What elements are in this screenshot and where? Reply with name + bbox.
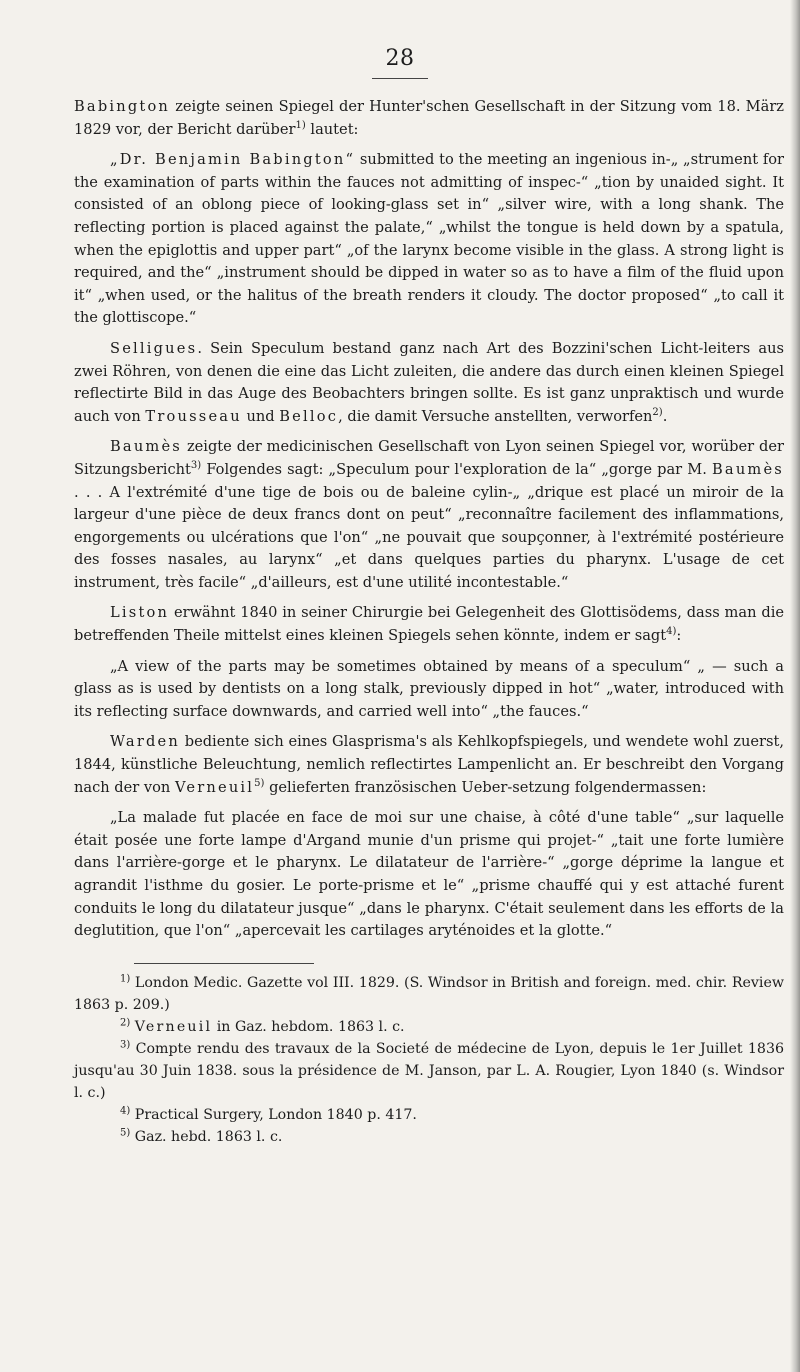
footnote-2-name: Verneuil <box>134 1018 213 1035</box>
footnote-5 <box>74 1126 784 1148</box>
quote-liston-text: „A view of the parts may be sometimes obtained by means of a speculum“ „ — such a glass as is used by dentists on a long stalk, previously dipped in hot“ „water, introduced with its reflecting surface downwards, and carried well into“ „the fauces.“ <box>74 657 784 720</box>
paragraph-selligues-end: , die damit Versuche anstellten, verworfen <box>338 407 653 425</box>
page-number: 28 <box>385 46 415 71</box>
paragraph-babington <box>74 96 784 141</box>
name-trousseau: Trousseau <box>145 407 242 425</box>
name-baumes: Baumès <box>110 438 182 456</box>
page-edge-shadow <box>790 0 800 1372</box>
paragraph-selligues-text: . Sein Speculum bestand ganz nach Art des Bozzini'schen Licht-leiters aus zwei Röhren, von denen die eine das Licht zuleiten, die andere das durch einen kleinen Spiegel reflectirte Bild in das Auge des Beobachters bringen sollte. Es ist ganz unpraktisch und wurde auch von <box>74 339 784 425</box>
footnote-5-text: Gaz. hebd. 1863 l. c. <box>130 1128 283 1145</box>
paragraph-liston-text: erwähnt 1840 in seiner Chirurgie bei Gelegenheit des Glottisödems, dass man die betreffenden Theile mittelst eines kleinen Spiegels sehen könnte, indem er sagt <box>74 604 784 645</box>
paragraph-baumes-text: zeigte der medicinischen Gesellschaft von Lyon seinen Spiegel vor, worüber der Sitzungsbericht <box>74 438 784 478</box>
paragraph-selligues-mid: und <box>241 407 280 425</box>
footnote-ref-4: 4) <box>666 626 677 638</box>
footnote-separator <box>134 963 314 964</box>
quote-warden <box>74 807 784 943</box>
footnote-3 <box>74 1038 784 1104</box>
paragraph-warden-end: gelieferten französischen Ueber-setzung folgendermassen: <box>264 778 707 796</box>
footnote-1-text: London Medic. Gazette vol III. 1829. (S. Windsor in British and foreign. med. chir. Review 1863 p. 209.) <box>74 974 784 1013</box>
name-baumes-2: Baumès <box>712 460 784 478</box>
paragraph-baumes-text2: Folgendes sagt: „Speculum pour l'exploration de la“ „gorge par M. <box>201 460 712 478</box>
footnote-mark-4: 4) <box>120 1105 131 1117</box>
paragraph-babington-end: lautet: <box>305 120 359 138</box>
main-text <box>74 96 784 1148</box>
paragraph-warden <box>74 731 784 799</box>
name-warden: Warden <box>110 733 180 751</box>
footnote-2-text: in Gaz. hebdom. 1863 l. c. <box>212 1018 405 1035</box>
name-liston: Liston <box>110 604 170 622</box>
name-benjamin-babington: „Dr. Benjamin Babington“ <box>110 151 356 169</box>
paragraph-selligues-end2: . <box>662 407 668 425</box>
footnote-ref-5: 5) <box>254 777 265 789</box>
footnote-ref-3: 3) <box>190 460 202 472</box>
paragraph-baumes-end: . . . A l'extrémité d'une tige de bois ou de baleine cylin-„ „drique est placé un miroir de la largeur d'une pièce de deux francs dont on peut“ „reconnaître facilement des inflammations, engorgements ou ulcérations que l'on“ „ne pouvait que soupçonner, à l'extrémité postérieure des fosses nasales, au larynx“ „et dans quelques parties du pharynx. L'usage de cet instrument, très facile“ „d'ailleurs, est d'une utilité incontestable.“ <box>74 483 784 591</box>
footnote-4 <box>74 1104 784 1126</box>
footnotes <box>74 972 784 1148</box>
paragraph-baumes <box>74 436 784 594</box>
footnote-ref-1: 1) <box>295 119 306 131</box>
paragraph-liston <box>74 602 784 647</box>
footnote-3-text: Compte rendu des travaux de la Societé de médecine de Lyon, depuis le 1er Juillet 1836 jusqu'au 30 Juin 1838. sous la présidence de M. Janson, par L. A. Rougier, Lyon 1840 (s. Windsor l. c.) <box>74 1040 784 1101</box>
footnote-2 <box>74 1016 784 1038</box>
quote-babington-text: submitted to the meeting an ingenious in-„ „strument for the examination of parts within the fauces not admitting of inspec-“ „tion by unaided sight. It consisted of an oblong piece of looking-glass set in“ „silver wire, with a long shank. The reflecting portion is placed against the palate,“ „whilst the tongue is held down by a spatula, when the epiglottis and upper part“ „of the larynx become visible in the glass. A strong light is required, and the“ „instrument should be dipped in water so as to have a film of the fluid upon it“ „when used, or the halitus of the breath renders it cloudy. The doctor proposed“ „to call it the glottiscope.“ <box>74 151 784 327</box>
footnote-4-text: Practical Surgery, London 1840 p. 417. <box>130 1106 417 1123</box>
quote-babington <box>74 149 784 330</box>
page-number-rule <box>372 78 428 79</box>
footnote-ref-2: 2) <box>652 406 663 418</box>
name-belloc: Belloc <box>279 407 339 425</box>
name-babington: Babington <box>74 98 171 115</box>
quote-warden-text: „La malade fut placée en face de moi sur une chaise, à côté d'une table“ „sur laquelle était posée une forte lampe d'Argand munie d'un prisme qui projet-“ „tait une forte lumière dans l'arrière-gorge et le pharynx. Le dilatateur de l'arrière-“ „gorge déprime la langue et agrandit l'isthme du gosier. Le porte-prisme et le“ „prisme chauffé qui y est attaché furent conduits le long du dilatateur jusque“ „dans le pharynx. C'était seulement dans les efforts de la deglutition, que l'on“ „apercevait les cartilages aryténoides et la glotte.“ <box>74 809 784 940</box>
name-verneuil: Verneuil <box>174 778 255 796</box>
quote-liston <box>74 656 784 724</box>
paragraph-selligues <box>74 338 784 428</box>
paragraph-liston-end: : <box>676 627 682 645</box>
footnote-mark-3: 3) <box>120 1039 131 1051</box>
paragraph-babington-text: zeigte seinen Spiegel der Hunter'schen Gesellschaft in der Sitzung vom 18. März 1829 vor, der Bericht darüber <box>74 98 784 138</box>
paragraph-warden-text: bediente sich eines Glasprisma's als Kehlkopfspiegels, und wendete wohl zuerst, 1844, künstliche Beleuchtung, nemlich reflectirtes Lampenlicht an. Er beschreibt den Vorgang nach der von <box>74 733 784 796</box>
footnote-mark-1: 1) <box>120 973 131 985</box>
name-selligues: Selligues <box>110 339 198 357</box>
footnote-mark-2: 2) <box>120 1017 131 1029</box>
footnote-mark-5: 5) <box>120 1127 131 1139</box>
footnote-1 <box>74 972 784 1016</box>
